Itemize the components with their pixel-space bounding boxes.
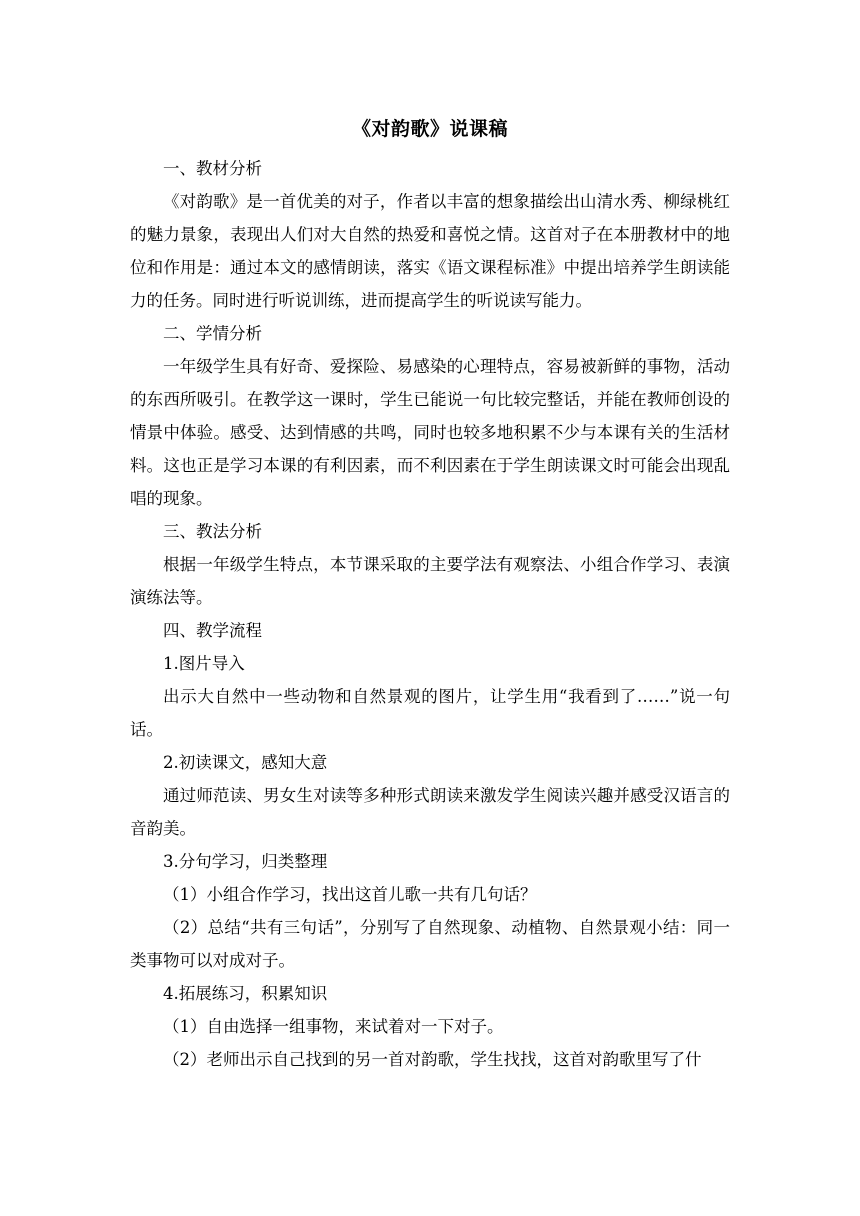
step-heading-1: 1.图片导入 (163, 654, 245, 673)
section-heading-teaching-process: 四、教学流程 (163, 621, 262, 640)
paragraph-student-analysis: 一年级学生具有好奇、爱探险、易感染的心理特点，容易被新鲜的事物，活动的东西所吸引。在教学这一课时，学生已能说一句比较完整话，并能在教师创设的情景中体验。感受、达到情感的共鸣，同时也较多地积累不少与本课有关的生活材料。这也正是学习本课的有利因素，而不利因素在于学生朗读课文时可能会出现乱唱的现象。 (130, 357, 730, 508)
paragraph-step-1: 出示大自然中一些动物和自然景观的图片，让学生用“我看到了……”说一句话。 (130, 687, 730, 739)
step-heading-2: 2.初读课文，感知大意 (163, 753, 328, 772)
paragraph-step-2: 通过师范读、男女生对读等多种形式朗读来激发学生阅读兴趣并感受汉语言的音韵美。 (130, 786, 730, 838)
section-heading-method-analysis: 三、教法分析 (163, 522, 262, 541)
paragraph-step-4-item-2: （2）老师出示自己找到的另一首对韵歌，学生找找，这首对韵歌里写了什 (163, 1050, 702, 1069)
paragraph-step-3-item-2: （2）总结“共有三句话”，分别写了自然现象、动植物、自然景观小结：同一类事物可以对成对子。 (130, 918, 730, 970)
paragraph-textbook-analysis: 《对韵歌》是一首优美的对子，作者以丰富的想象描绘出山清水秀、柳绿桃红的魅力景象，表现出人们对大自然的热爱和喜悦之情。这首对子在本册教材中的地位和作用是：通过本文的感情朗读，落实《语文课程标准》中提出培养学生朗读能力的任务。同时进行听说训练，进而提高学生的听说读写能力。 (130, 192, 730, 310)
document-body (130, 152, 730, 1076)
section-heading-student-analysis: 二、学情分析 (163, 324, 262, 343)
step-heading-4: 4.拓展练习，积累知识 (163, 984, 328, 1003)
paragraph-method-analysis: 根据一年级学生特点，本节课采取的主要学法有观察法、小组合作学习、表演演练法等。 (130, 555, 730, 607)
section-heading-textbook-analysis: 一、教材分析 (163, 159, 262, 178)
paragraph-step-4-item-1: （1）自由选择一组事物，来试着对一下对子。 (163, 1017, 504, 1036)
paragraph-step-3-item-1: （1）小组合作学习，找出这首儿歌一共有几句话？ (163, 885, 537, 904)
document-title: 《对韵歌》说课稿 (351, 118, 508, 140)
step-heading-3: 3.分句学习，归类整理 (163, 852, 328, 871)
